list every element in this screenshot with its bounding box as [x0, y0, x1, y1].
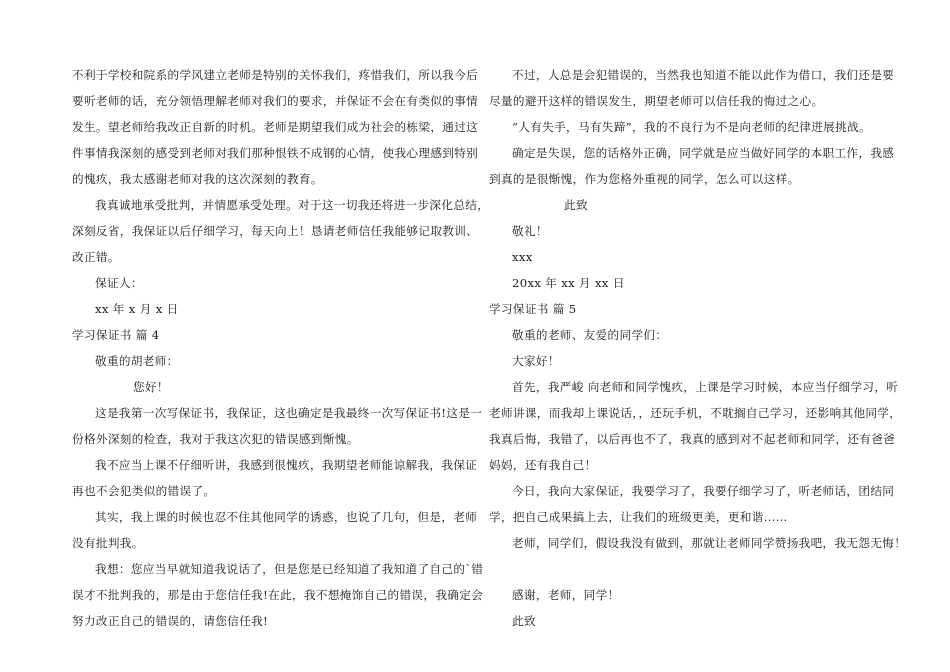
text-line: 份格外深刻的检查，我对于我这次犯的错误感到惭愧。 — [72, 432, 359, 446]
text-line: 我真后悔，我错了，以后再也不了，我真的感到对不起老师和同学，还有爸爸 — [489, 432, 896, 446]
text-line: 努力改正自己的错误的，请您信任我! — [72, 614, 269, 628]
closing-line: 此致 — [512, 614, 536, 628]
text-line: 尽量的避开这样的错误发生，期望老师可以信任我的悔过之心。 — [489, 94, 824, 108]
closing-line: 感谢，老师，同学！ — [512, 588, 620, 602]
salutation: 敬重的胡老师： — [95, 354, 179, 368]
closing-line: 此致 — [564, 198, 588, 212]
text-line: 学，把自己成果搞上去，让我们的班级更美，更和谐…… — [489, 510, 788, 524]
greeting: 您好！ — [133, 380, 169, 394]
text-line: 不过，人总是会犯错误的，当然我也知道不能以此作为借口，我们还是要 — [512, 68, 895, 82]
text-line: 深刻反省，我保证以后仔细学习，每天向上！恳请老师信任我能够记取教训、 — [72, 224, 479, 238]
text-line: “人有失手，马有失蹄”，我的不良行为不是向老师的纪律进展挑战。 — [512, 120, 871, 134]
text-line: 老师，同学们，假设我没有做到，那就让老师同学赞扬我吧，我无怨无悔！ — [512, 536, 907, 550]
text-line: 确定是失误，您的话格外正确，同学就是应当做好同学的本职工作，我感 — [512, 146, 895, 160]
text-line: 我真诚地承受批判，并情愿承受处理。对于这一切我还将进一步深化总结， — [95, 198, 490, 212]
text-line: 发生。望老师给我改正自新的时机。老师是期望我们成为社会的栋梁，通过这 — [72, 120, 479, 134]
text-line: 老师讲课，而我却上课说话，，还玩手机，不耽搁自己学习，还影响其他同学， — [489, 406, 902, 420]
signature-line: xxx — [512, 250, 533, 264]
salutation: 敬重的老师、友爱的同学们： — [512, 328, 668, 342]
text-line: 没有批判我。 — [72, 536, 144, 550]
text-line: 这是我第一次写保证书，我保证，这也确定是我最终一次写保证书!这是一 — [95, 406, 483, 420]
guarantor-label: 保证人： — [95, 276, 143, 290]
text-line: 的愧疚，我太感谢老师对我的这次深刻的教育。 — [72, 172, 323, 186]
text-line: 改正错。 — [72, 250, 120, 264]
text-line: 首先，我严峻 向老师和同学愧疚，上课是学习时候，本应当仔细学习，听 — [512, 380, 899, 394]
text-line: 误才不批判我的，那是由于您信任我!在此，我不想掩饰自己的错误，我确定会 — [72, 588, 484, 602]
text-line: 再也不会犯类似的错误了。 — [72, 484, 216, 498]
text-line: 其实，我上课的时候也忍不住其他同学的诱惑，也说了几句，但是，老师 — [95, 510, 478, 524]
text-line: 要听老师的话，充分领悟理解老师对我们的要求，并保证不会在有类似的事情 — [72, 94, 479, 108]
text-line: 今日，我向大家保证，我要学习了，我要仔细学习了，听老师话，团结同 — [512, 484, 895, 498]
text-line: 我想：您应当早就知道我说话了，但是您是已经知道了我知道了自己的`错 — [95, 562, 484, 576]
section-heading: 学习保证书 篇 4 — [72, 328, 160, 342]
left-column — [72, 62, 490, 634]
blank-line — [489, 556, 877, 582]
text-line: 件事情我深刻的感受到老师对我们那种恨铁不成钢的心情，使我心理感到特别 — [72, 146, 479, 160]
greeting: 大家好！ — [512, 354, 560, 368]
text-line: 到真的是很惭愧，作为您格外重视的同学，怎么可以这样。 — [489, 172, 800, 186]
closing-line: 敬礼！ — [512, 224, 548, 238]
text-line: 不利于学校和院系的学风建立老师是特别的关怀我们，疼惜我们，所以我今后 — [72, 68, 479, 82]
section-heading: 学习保证书 篇 5 — [489, 302, 577, 316]
date-line: xx 年 x 月 x 日 — [95, 302, 179, 316]
text-line: 我不应当上课不仔细听讲，我感到很愧疚，我期望老师能谅解我，我保证 — [95, 458, 478, 472]
text-line: 妈妈，还有我自己！ — [489, 458, 597, 472]
right-column — [489, 62, 907, 634]
date-line: 20xx 年 xx 月 xx 日 — [512, 276, 625, 290]
